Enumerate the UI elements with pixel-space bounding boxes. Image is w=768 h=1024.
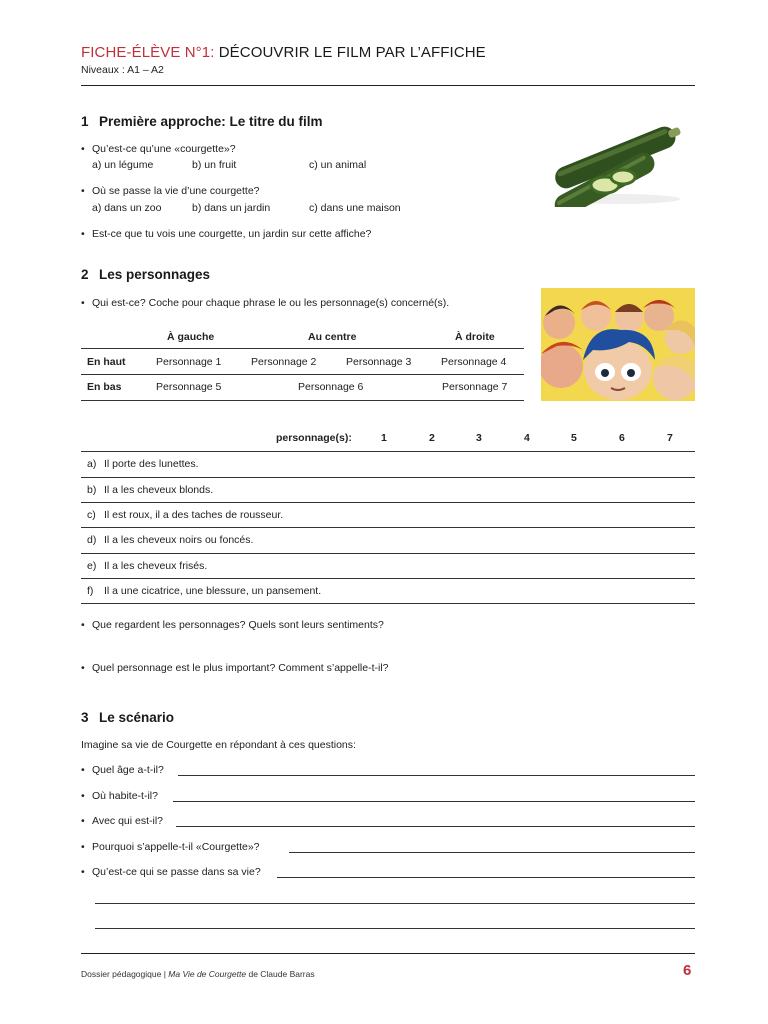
statement-text: Il porte des lunettes. — [104, 458, 199, 470]
statement-label: a) — [87, 458, 97, 470]
question-1-3 — [81, 227, 371, 241]
scenario-question — [81, 763, 164, 777]
character-number: 4 — [524, 432, 530, 444]
answer-line[interactable] — [95, 928, 695, 929]
table-divider — [81, 400, 524, 401]
question-text: Pourquoi s’appelle-t-il «Courgette»? — [92, 841, 260, 853]
statement-label: e) — [87, 560, 97, 572]
bullet-icon: • — [81, 815, 85, 827]
statement-text: Il a les cheveux noirs ou foncés. — [104, 534, 254, 546]
bullet-icon: • — [81, 297, 85, 309]
table-cell: Personnage 3 — [346, 356, 412, 368]
table-cell: Personnage 6 — [298, 381, 364, 393]
answer-line[interactable] — [289, 852, 695, 853]
table-cell: Personnage 7 — [442, 381, 508, 393]
section-1-heading: Première approche: Le titre du film — [99, 114, 323, 129]
title-worksheet-number: FICHE-ÉLÈVE N°1: — [81, 44, 215, 61]
answer-line[interactable] — [95, 903, 695, 904]
section-3-title — [81, 710, 174, 725]
table-cell: Personnage 1 — [156, 356, 222, 368]
question-text: Où se passe la vie d’une courgette? — [92, 185, 260, 197]
column-header: À gauche — [167, 331, 215, 343]
statement-text: Il a les cheveux frisés. — [104, 560, 208, 572]
position-table — [81, 325, 524, 400]
answer-option[interactable]: a) un légume — [92, 159, 154, 171]
table-cell: Personnage 2 — [251, 356, 317, 368]
character-number: 1 — [381, 432, 387, 444]
table-cell: Personnage 4 — [441, 356, 507, 368]
answer-line[interactable] — [178, 775, 695, 776]
answer-line[interactable] — [277, 877, 695, 878]
question-1-2 — [81, 184, 260, 198]
table-divider — [81, 374, 524, 375]
question-2-2 — [81, 618, 384, 632]
bullet-icon: • — [81, 841, 85, 853]
bullet-icon: • — [81, 228, 85, 240]
zucchini-image — [545, 115, 695, 207]
character-table-label: personnage(s): — [276, 432, 352, 444]
section-3-intro: Imagine sa vie de Courgette en répondant à ces questions: — [81, 739, 356, 751]
section-3-heading: Le scénario — [99, 710, 175, 725]
row-header: En bas — [87, 381, 122, 393]
levels-text: Niveaux : A1 – A2 — [81, 64, 164, 76]
position-row-top — [81, 350, 524, 375]
statement-text: Il est roux, il a des taches de rousseur. — [104, 509, 284, 521]
bullet-icon: • — [81, 790, 85, 802]
statement-label: f) — [87, 585, 94, 597]
character-number: 6 — [619, 432, 625, 444]
page-title — [81, 44, 695, 62]
table-divider — [81, 348, 524, 349]
film-poster-image — [541, 288, 695, 401]
question-text: Que regardent les personnages? Quels sont leurs sentiments? — [92, 619, 384, 631]
position-row-bottom — [81, 375, 524, 400]
question-text: Avec qui est-il? — [92, 815, 164, 827]
section-2-heading: Les personnages — [99, 267, 211, 282]
footer-divider — [81, 953, 695, 954]
bullet-icon: • — [81, 866, 85, 878]
scenario-question — [81, 814, 163, 828]
footer-prefix: Dossier pédagogique | — [81, 969, 166, 979]
question-text: Qu’est-ce qu’une «courgette»? — [92, 143, 236, 155]
section-3-number: 3 — [81, 710, 89, 725]
character-number: 2 — [429, 432, 435, 444]
answer-option[interactable]: b) dans un jardin — [192, 202, 271, 214]
bullet-icon: • — [81, 662, 85, 674]
column-header: Au centre — [308, 331, 357, 343]
title-subject: DÉCOUVRIR LE FILM PAR L’AFFICHE — [218, 44, 486, 61]
table-divider — [81, 603, 695, 604]
section-2-number: 2 — [81, 267, 89, 282]
bullet-icon: • — [81, 143, 85, 155]
answer-option[interactable]: a) dans un zoo — [92, 202, 162, 214]
table-row[interactable] — [81, 502, 695, 528]
question-text: Qu’est-ce qui se passe dans sa vie? — [92, 866, 261, 878]
scenario-question — [81, 789, 158, 803]
character-number: 7 — [667, 432, 673, 444]
position-table-header — [81, 325, 524, 350]
statement-text: Il a une cicatrice, une blessure, un pansement. — [104, 585, 322, 597]
table-row[interactable] — [81, 553, 695, 579]
question-text: Quel personnage est le plus important? Comment s’appelle-t-il? — [92, 662, 389, 674]
answer-line[interactable] — [173, 801, 695, 802]
header-divider — [81, 85, 695, 86]
answer-line[interactable] — [176, 826, 695, 827]
question-2-3 — [81, 661, 389, 675]
bullet-icon: • — [81, 185, 85, 197]
table-row[interactable] — [81, 578, 695, 604]
section-1-number: 1 — [81, 114, 89, 129]
statement-text: Il a les cheveux blonds. — [104, 484, 214, 496]
answer-option[interactable]: c) dans une maison — [309, 202, 401, 214]
footer-credit — [81, 969, 315, 979]
question-text: Où habite-t-il? — [92, 790, 158, 802]
character-number: 5 — [571, 432, 577, 444]
table-row[interactable] — [81, 477, 695, 503]
footer-film-title: Ma Vie de Courgette — [168, 969, 247, 979]
character-number: 3 — [476, 432, 482, 444]
bullet-icon: • — [81, 619, 85, 631]
question-1-1 — [81, 142, 236, 156]
scenario-question — [81, 840, 260, 854]
column-header: À droite — [455, 331, 495, 343]
footer-suffix: de Claude Barras — [248, 969, 315, 979]
section-1-title — [81, 114, 323, 129]
page-header — [81, 44, 695, 76]
row-header: En haut — [87, 356, 126, 368]
question-text: Qui est-ce? Coche pour chaque phrase le ou les personnage(s) concerné(s). — [92, 297, 450, 309]
scenario-question — [81, 865, 261, 879]
answer-option[interactable]: c) un animal — [309, 159, 367, 171]
statement-label: d) — [87, 534, 97, 546]
page-number: 6 — [683, 962, 692, 979]
statement-label: b) — [87, 484, 97, 496]
answer-option[interactable]: b) un fruit — [192, 159, 237, 171]
section-2-title — [81, 267, 210, 282]
statement-label: c) — [87, 509, 96, 521]
bullet-icon: • — [81, 764, 85, 776]
question-text: Quel âge a-t-il? — [92, 764, 164, 776]
table-row[interactable] — [81, 451, 695, 477]
question-text: Est-ce que tu vois une courgette, un jardin sur cette affiche? — [92, 228, 372, 240]
question-2-1 — [81, 296, 449, 310]
table-cell: Personnage 5 — [156, 381, 222, 393]
table-row[interactable] — [81, 527, 695, 553]
